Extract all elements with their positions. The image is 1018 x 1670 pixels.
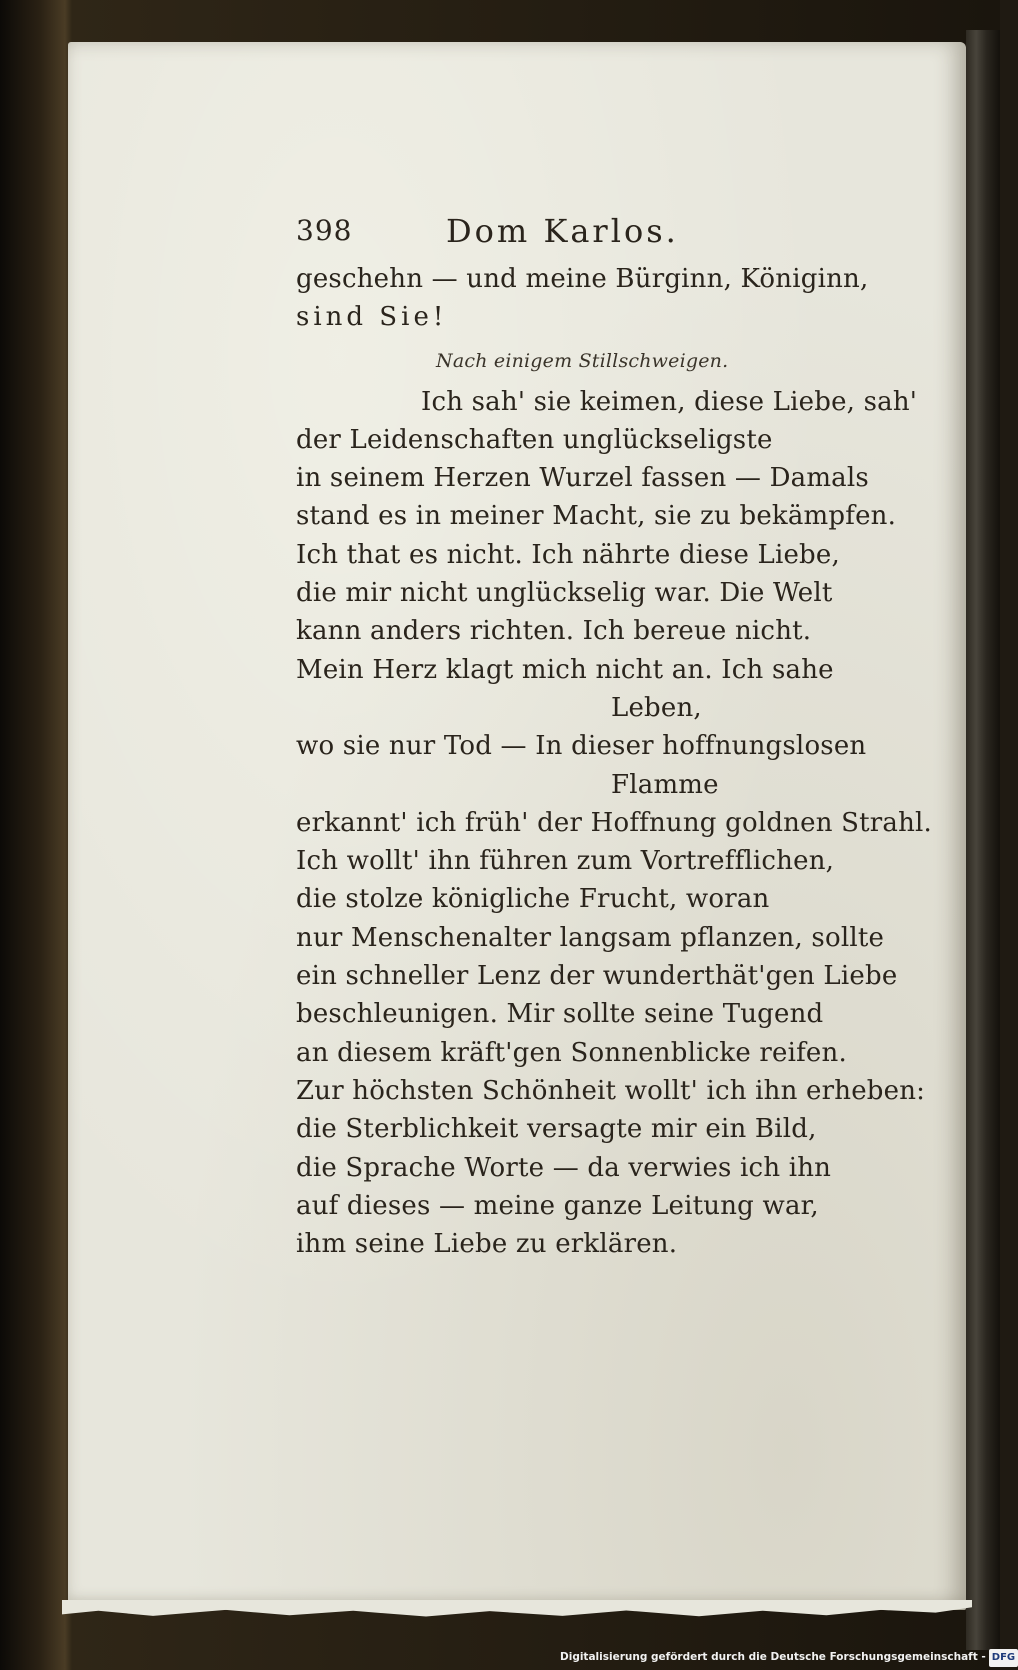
text-line: die Sterblichkeit versagte mir ein Bild, xyxy=(296,1114,817,1145)
text-line: an diesem kräft'gen Sonnenblicke reifen. xyxy=(296,1037,847,1068)
text-line: geschehn — und meine Bürginn, Königinn, xyxy=(296,264,869,294)
text-line: Ich that es nicht. Ich nährte diese Liebe, xyxy=(296,539,840,570)
text-line-continuation: Leben, xyxy=(611,692,702,723)
text-line: ein schneller Lenz der wunderthät'gen Liebe xyxy=(296,961,898,992)
text-line-continuation: Flamme xyxy=(611,769,719,800)
text-line: erkannt' ich früh' der Hoffnung goldnen Strahl. xyxy=(296,807,933,838)
text-line: in seinem Herzen Wurzel fassen — Damals xyxy=(296,463,869,494)
page-text-block xyxy=(296,212,933,1263)
text-line: stand es in meiner Macht, sie zu bekämpfen. xyxy=(296,501,897,532)
text-line: Ich wollt' ihn führen zum Vortrefflichen, xyxy=(296,846,835,877)
digitization-note: Digitalisierung gefördert durch die Deutsche Forschungsgemeinschaft - xyxy=(560,1651,986,1663)
text-line: die mir nicht unglückselig war. Die Welt xyxy=(296,578,833,609)
page-number: 398 xyxy=(296,214,353,247)
running-title: Dom Karlos. xyxy=(446,212,679,250)
text-line: der Leidenschaften unglückseligste xyxy=(296,424,773,455)
text-line: Ich sah' sie keimen, diese Liebe, sah' xyxy=(421,386,918,417)
text-line: Zur höchsten Schönheit wollt' ich ihn erheben: xyxy=(296,1075,926,1106)
text-line: kann anders richten. Ich bereue nicht. xyxy=(296,616,812,647)
text-line: beschleunigen. Mir sollte seine Tugend xyxy=(296,999,824,1030)
text-line: Mein Herz klagt mich nicht an. Ich sahe xyxy=(296,654,834,685)
text-line: wo sie nur Tod — In dieser hoffnungslosen xyxy=(296,731,867,762)
text-line: auf dieses — meine ganze Leitung war, xyxy=(296,1190,819,1221)
page-header xyxy=(296,212,906,260)
stage-direction: Nach einigem Stillschweigen. xyxy=(436,349,729,372)
text-line: nur Menschenalter langsam pflanzen, sollte xyxy=(296,922,885,953)
text-line: ihm seine Liebe zu erklären. xyxy=(296,1229,678,1260)
text-line: die Sprache Worte — da verwies ich ihn xyxy=(296,1152,832,1183)
digitization-credit xyxy=(560,1648,1018,1666)
book-edge xyxy=(966,30,1000,1650)
text-line: sind Sie! xyxy=(296,302,448,333)
dfg-logo: DFG xyxy=(989,1649,1018,1667)
text-line: die stolze königliche Frucht, woran xyxy=(296,884,770,915)
